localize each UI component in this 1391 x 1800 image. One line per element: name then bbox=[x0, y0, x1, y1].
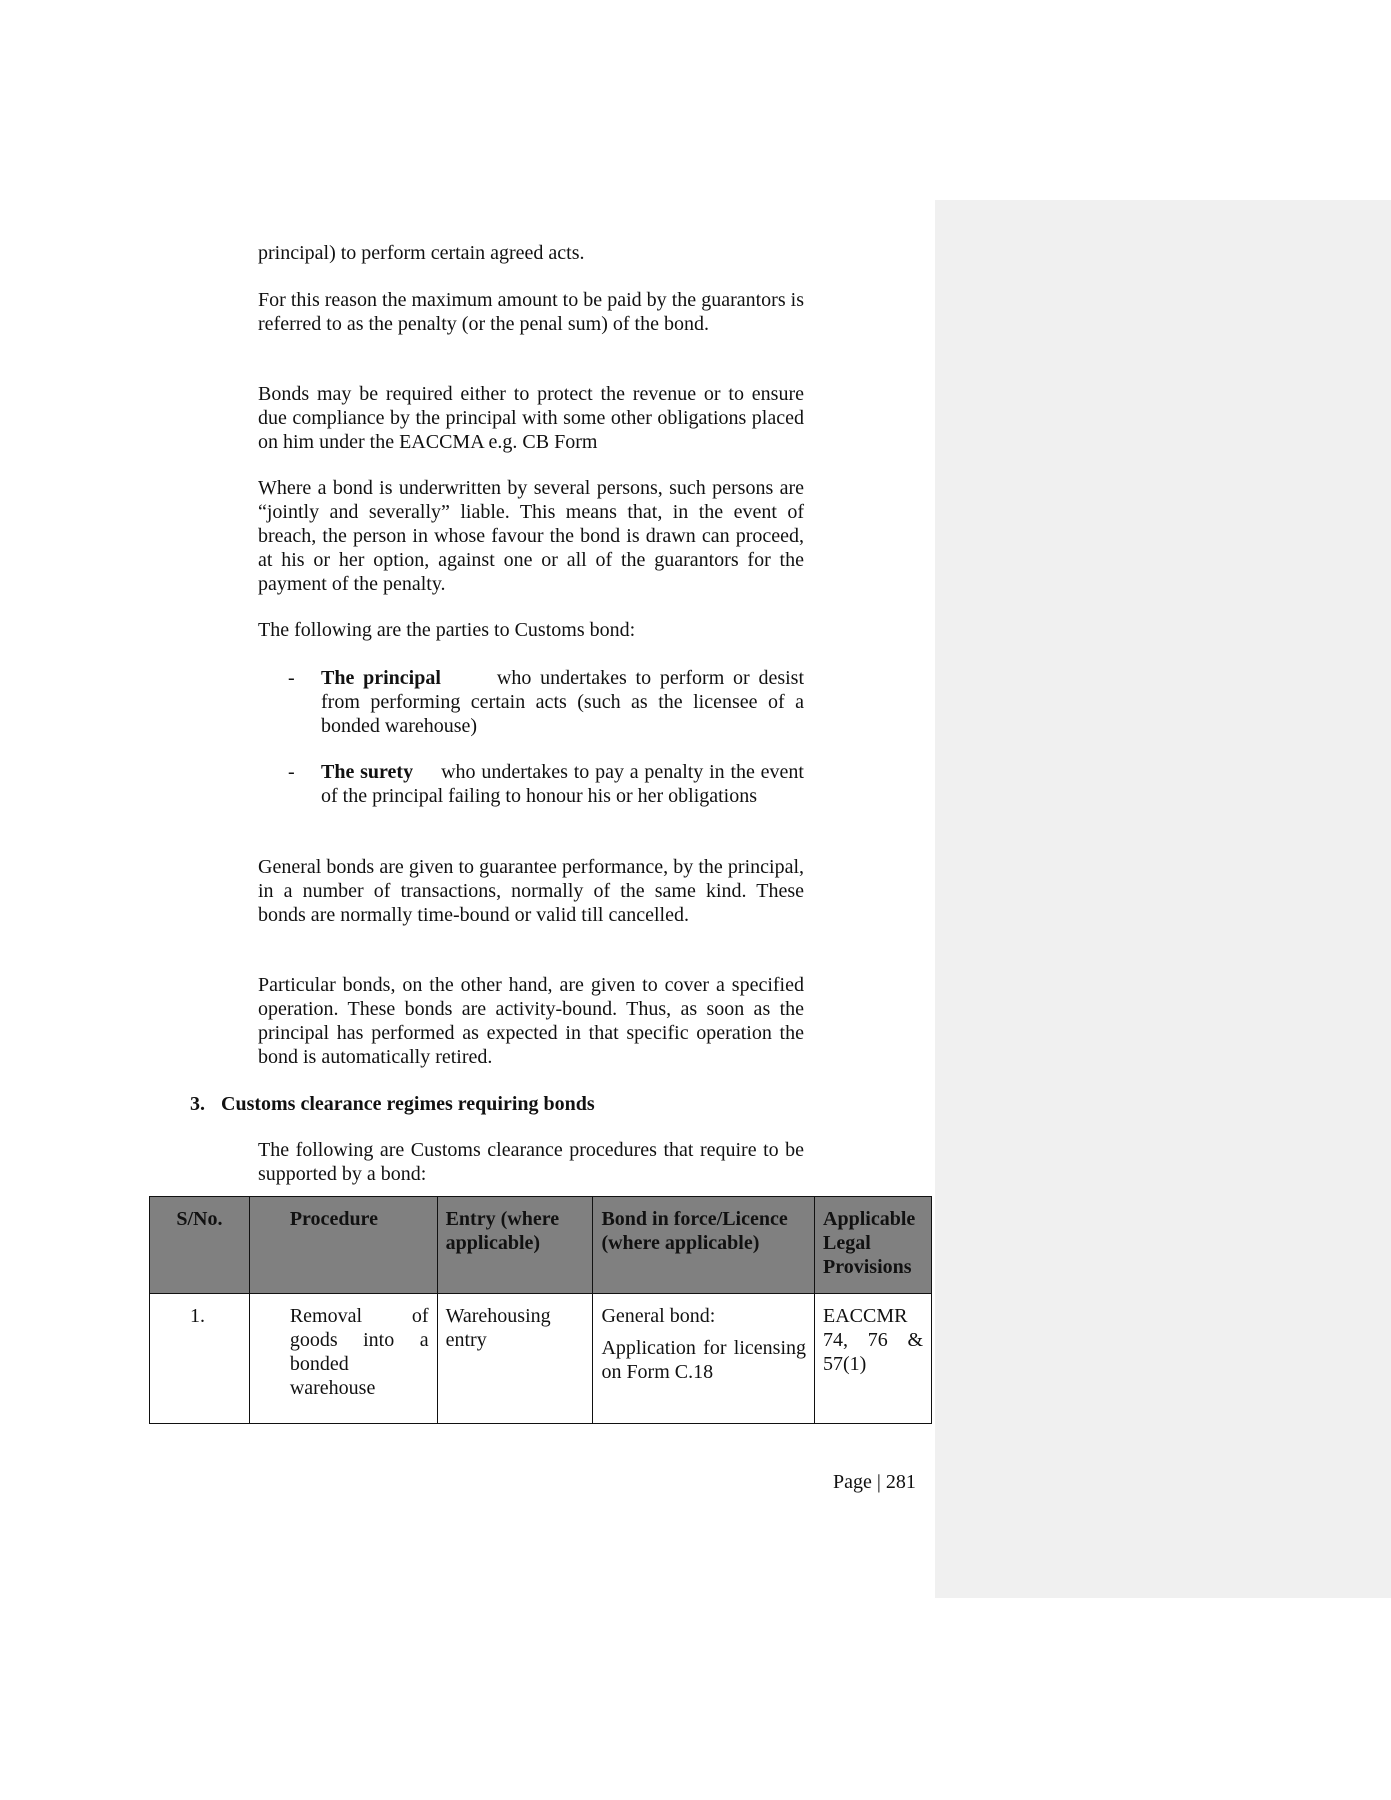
paragraph-penalty-definition: For this reason the maximum amount to be paid by the guarantors is referred to as the penalty (or the penal sum) of the bond. bbox=[258, 289, 804, 335]
table-row bbox=[150, 1294, 932, 1424]
header-entry: Entry (where applicable) bbox=[437, 1197, 593, 1294]
cell-bond bbox=[593, 1294, 815, 1424]
header-bond: Bond in force/Licence (where applicable) bbox=[593, 1197, 815, 1294]
cell-bond-line: General bond: bbox=[601, 1305, 716, 1327]
surety-description: who undertakes to pay a penalty in the event of the principal failing to honour his or her obligations bbox=[321, 761, 804, 807]
page-number: Page | 281 bbox=[833, 1471, 916, 1493]
cell-entry: Warehousing entry bbox=[437, 1294, 593, 1424]
list-dash: - bbox=[288, 667, 295, 689]
header-procedure: Procedure bbox=[249, 1197, 437, 1294]
paragraph-parties-intro: The following are the parties to Customs bond: bbox=[258, 619, 636, 641]
header-provisions: Applicable Legal Provisions bbox=[815, 1197, 932, 1294]
table-header-row bbox=[150, 1197, 932, 1294]
term-surety: The surety bbox=[321, 761, 414, 783]
paragraph-principal-acts: principal) to perform certain agreed acts. bbox=[258, 242, 585, 264]
principal-description: who undertakes to perform or desist from performing certain acts (such as the licensee of a bonded warehouse) bbox=[321, 667, 804, 737]
header-sno: S/No. bbox=[150, 1197, 250, 1294]
bond-procedures-table bbox=[149, 1196, 932, 1424]
list-dash: - bbox=[288, 761, 295, 783]
paragraph-procedures-intro: The following are Customs clearance procedures that require to be supported by a bond: bbox=[258, 1139, 804, 1185]
section-heading bbox=[190, 1092, 595, 1116]
section-number: 3. bbox=[190, 1093, 205, 1115]
paragraph-particular-bonds: Particular bonds, on the other hand, are given to cover a specified operation. These bonds are activity-bound. Thus, as soon as the principal has performed as expected in that specific operation the bond is automatically retired. bbox=[258, 974, 804, 1068]
paragraph-joint-several-liability: Where a bond is underwritten by several persons, such persons are “jointly and severally” liable. This means that, in the event of breach, the person in whose favour the bond is drawn can proceed, at his or her option, against one or all of the guarantors for the payment of the penalty. bbox=[258, 477, 804, 595]
paragraph-general-bonds: General bonds are given to guarantee performance, by the principal, in a number of transactions, normally of the same kind. These bonds are normally time-bound or valid till cancelled. bbox=[258, 856, 804, 926]
cell-bond-line: Application for licensing on Form C.18 bbox=[601, 1337, 807, 1383]
list-item-text bbox=[321, 666, 804, 738]
comment-pane bbox=[935, 200, 1391, 1598]
paragraph-bond-purpose: Bonds may be required either to protect the revenue or to ensure due compliance by the principal with some other obligations placed on him under the EACCMA e.g. CB Form bbox=[258, 383, 804, 453]
cell-procedure: Removal of goods into a bonded warehouse bbox=[249, 1294, 437, 1424]
cell-sno: 1. bbox=[150, 1294, 250, 1424]
section-title: Customs clearance regimes requiring bonds bbox=[221, 1093, 595, 1115]
list-item-text bbox=[321, 760, 804, 808]
term-principal: The principal bbox=[321, 667, 441, 689]
cell-provisions: EACCMR 74, 76 & 57(1) bbox=[815, 1294, 932, 1424]
